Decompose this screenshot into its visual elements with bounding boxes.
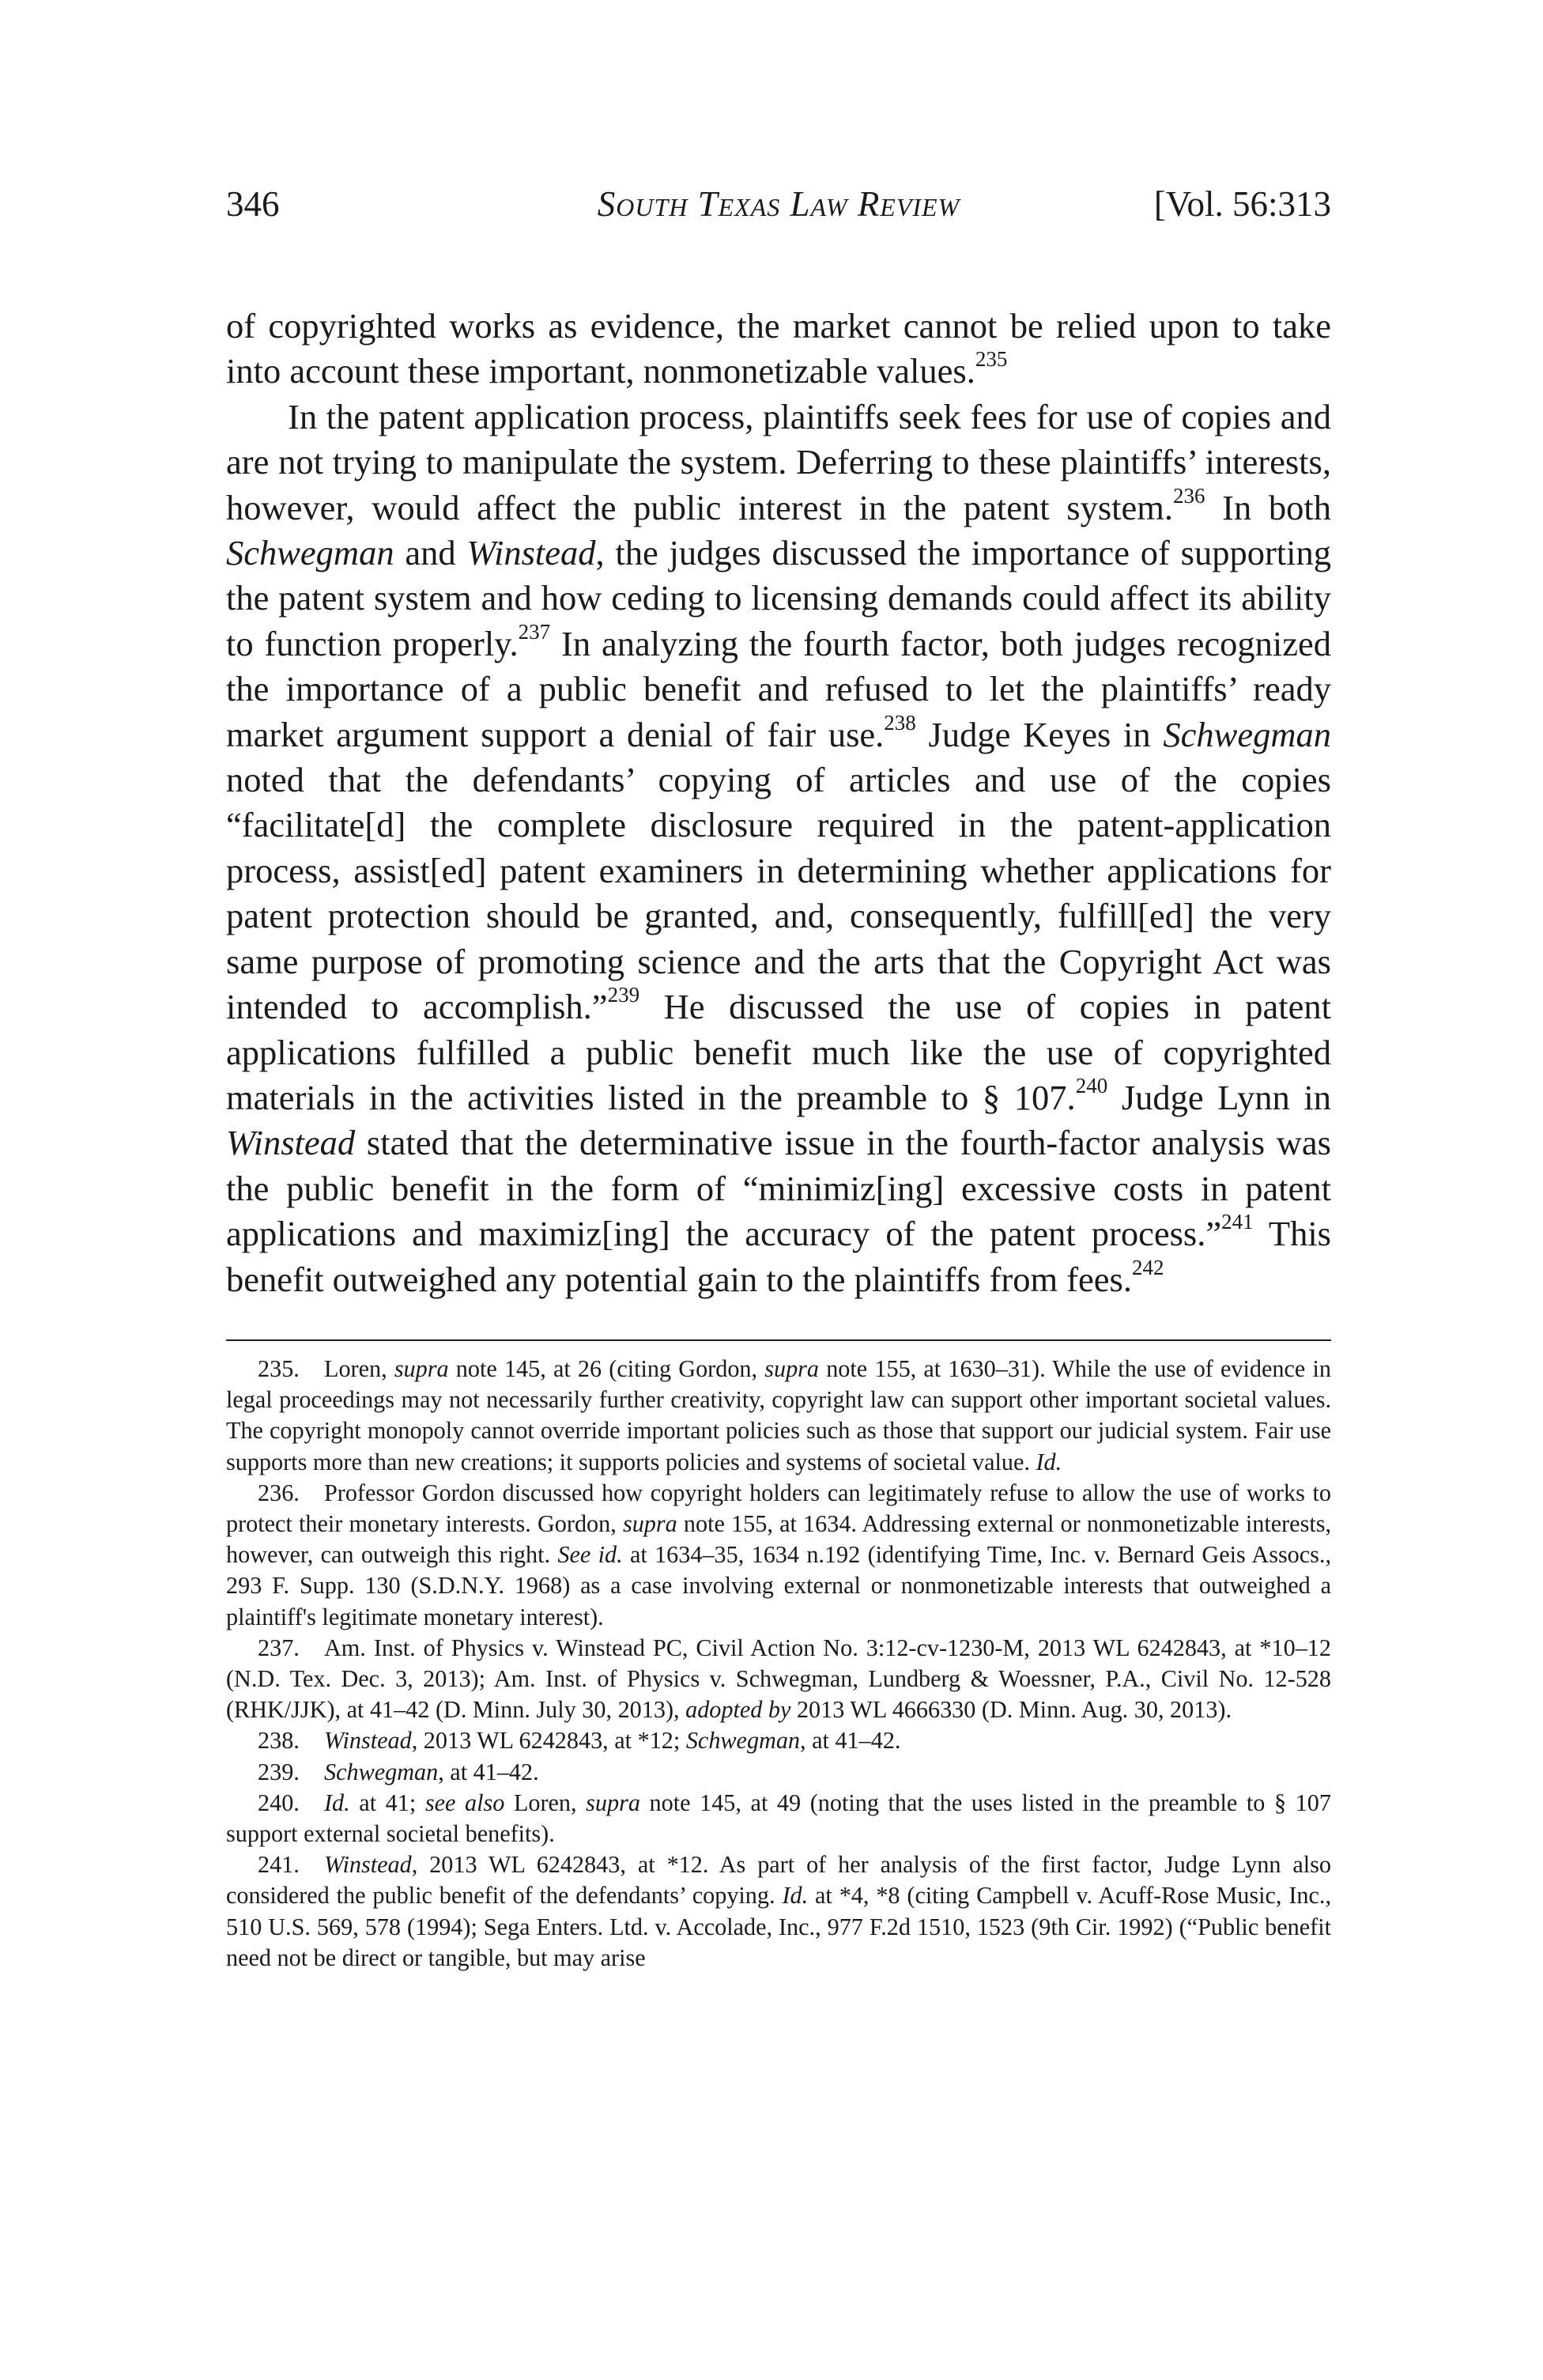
footnote-ref: 237 (518, 619, 551, 644)
footnote-ref: 242 (1131, 1255, 1164, 1279)
main-text (226, 304, 1331, 1302)
case-name: Schwegman (226, 533, 394, 573)
footnote-number: 237. (258, 1634, 300, 1661)
running-head (226, 180, 1331, 228)
page-number: 346 (226, 184, 280, 224)
case-name: Schwegman (1163, 714, 1331, 754)
footnote-number: 236. (258, 1479, 300, 1506)
paragraph: of copyrighted works as evidence, the market cannot be relied upon to take into account these important, nonmonetizable values.$^{235}$ (226, 306, 1331, 391)
footnote-237: 237. Am. Inst. of Physics v. Winstead PC, Civil Action No. 3:12-cv-1230-M, 2013 WL 6242843, at *10–12 (N.D. Tex. Dec. 3, 2013); Am. Inst. of Physics v. Schwegman, Lundberg & Woessner, P.A., Civil No. 12-528 (RHK/JJK), at 41–42 (D. Minn. July 30, 2013), adopted by 2013 WL 4666330 (D. Minn. Aug. 30, 2013). (226, 1634, 1331, 1724)
footnote-240: 240. Id. at 41; see also Loren, supra note 145, at 49 (noting that the uses listed in the preamble to § 107 support external societal benefits). (226, 1789, 1331, 1848)
footnote-239: 239. Schwegman, at 41–42. (226, 1757, 1331, 1788)
footnote-divider (226, 1339, 1331, 1341)
footnote-ref: 241 (1221, 1210, 1254, 1234)
footnote-ref: 240 (1075, 1073, 1108, 1097)
paragraph: In the patent application process, plaintiffs seek fees for use of copies and are not trying to manipulate the system. Deferring to these plaintiffs’ interests, however, would affect the public interest in the patent system.$^{236}$ In both Schwegman and Winstead, the judges discussed the importance of supporting the patent system and how ceding to licensing demands could affect its ability to function properly.$^{237}$ In analyzing the fourth factor, both judges recognized the importance of a public benefit and refused to let the plaintiffs’ ready market argument support a denial of fair use.$^{238}$ Judge Keyes in Schwegman noted that the defendants’ copying of articles and use of the copies “facilitate[d] the complete disclosure required in the patent-application process, assist[ed] patent examiners in determining whether applications for patent protection should be granted, and, consequently, fulfill[ed] the very same purpose of promoting science and the arts that the Copyright Act was intended to accomplish.”$^{239}$ He discussed the use of copies in patent applications fulfilled a public benefit much like the use of copyrighted materials in the activities listed in the preamble to § 107.$^{240}$ Judge Lynn in Winstead stated that the determinative issue in the fourth-factor analysis was the public benefit in the form of “minimiz[ing] excessive costs in patent applications and maximiz[ing] the accuracy of the patent process.”$^{241}$ This benefit outweighed any potential gain to the plaintiffs from fees.$^{242}$ (226, 396, 1332, 1299)
footnote-number: 240. (258, 1789, 300, 1816)
journal-title: South Texas Law Review (597, 184, 960, 224)
footnote-ref: 238 (884, 710, 916, 735)
footnotes (226, 1354, 1331, 1974)
footnote-ref: 236 (1173, 483, 1205, 508)
footnote-number: 238. (258, 1727, 300, 1755)
footnote-number: 241. (258, 1851, 300, 1879)
footnote-number: 235. (258, 1355, 300, 1382)
footnote-number: 239. (258, 1758, 300, 1785)
footnote-ref: 235 (975, 347, 1008, 372)
case-name: Winstead (466, 533, 596, 573)
footnote-238: 238. Winstead, 2013 WL 6242843, at *12; Schwegman, at 41–42. (226, 1725, 1331, 1756)
volume-citation: [Vol. 56:313 (1153, 184, 1331, 224)
footnote-235: 235. Loren, supra note 145, at 26 (citing Gordon, supra note 155, at 1630–31). While the use of evidence in legal proceedings may not necessarily further creativity, copyright law can support other important societal values. The copyright monopoly cannot override important policies such as those that support our judicial system. Fair use supports more than new creations; it supports policies and systems of societal value. Id. (226, 1355, 1331, 1475)
footnote-236: 236. Professor Gordon discussed how copyright holders can legitimately refuse to allow the use of works to protect their monetary interests. Gordon, supra note 155, at 1634. Addressing external or nonmonetizable interests, however, can outweigh this right. See id. at 1634–35, 1634 n.192 (identifying Time, Inc. v. Bernard Geis Assocs., 293 F. Supp. 130 (S.D.N.Y. 1968) as a case involving external or nonmonetizable interests that outweighed a plaintiff's legitimate monetary interest). (226, 1479, 1332, 1630)
footnote-ref: 239 (607, 983, 640, 1007)
footnote-241: 241. Winstead, 2013 WL 6242843, at *12. As part of her analysis of the first factor, Judge Lynn also considered the public benefit of the defendants’ copying. Id. at *4, *8 (citing Campbell v. Acuff-Rose Music, Inc., 510 U.S. 569, 578 (1994); Sega Enters. Ltd. v. Accolade, Inc., 977 F.2d 1510, 1523 (9th Cir. 1992) (“Public benefit need not be direct or tangible, but may arise (226, 1851, 1331, 1971)
case-name: Winstead (226, 1123, 356, 1163)
